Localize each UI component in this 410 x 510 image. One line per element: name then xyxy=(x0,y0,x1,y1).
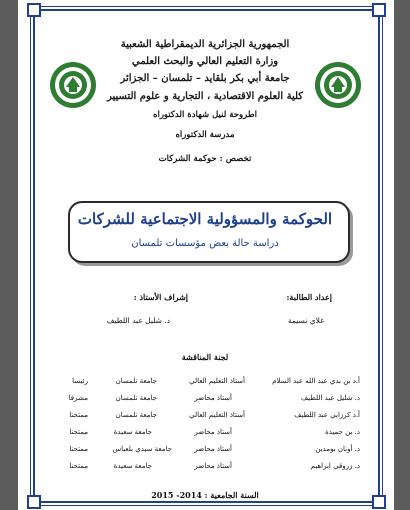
member-university: جامعة سيدي بلعباس xyxy=(112,445,172,453)
university-logo-right xyxy=(313,60,363,110)
member-name: د. زروقي ابراهيم xyxy=(310,462,360,470)
member-rank: أستاذ محاضر xyxy=(194,428,232,436)
corner-ornament xyxy=(27,495,41,509)
supervisor-label: إشراف الأستاذ : xyxy=(133,292,188,302)
member-role: رئيسا xyxy=(72,377,88,385)
member-role: ممتحنا xyxy=(69,445,88,453)
university-logo-left xyxy=(48,60,98,110)
member-rank: أستاذ محاضر xyxy=(194,445,232,453)
header-line-ministry: وزارة التعليم العالي والبحث العلمي xyxy=(131,56,279,67)
corner-ornament xyxy=(372,495,386,509)
student-label: إعداد الطالبة: xyxy=(286,292,332,302)
member-university: جامعة تلمسان xyxy=(115,394,157,402)
member-role: مشرفا xyxy=(68,394,88,402)
header-line-republic: الجمهورية الجزائرية الديمقراطية الشعبية xyxy=(120,39,290,50)
member-role: ممتحنا xyxy=(69,462,88,470)
member-role: ممتحنا xyxy=(69,428,88,436)
member-name: د. شليل عبد اللطيف xyxy=(300,394,360,402)
corner-ornament xyxy=(27,3,41,17)
thesis-title: الحوكمة والمسؤولية الاجتماعية للشركات xyxy=(77,210,333,228)
thesis-subtitle: دراسة حالة بعض مؤسسات تلمسان xyxy=(131,238,279,249)
supervisor-name: د. شليل عبد اللطيف xyxy=(106,316,170,325)
member-name: أ.د كرزابي عبد اللطيف xyxy=(294,411,360,419)
member-university: جامعة سعيدة xyxy=(113,462,152,470)
header-line-thesis: اطروحة لنيل شهادة الدكتوراه xyxy=(153,110,257,120)
member-name: د. أونان بومدين xyxy=(315,445,360,453)
member-rank: أستاذ التعليم العالي xyxy=(189,411,245,419)
header-line-faculty: كلية العلوم الاقتصادية ، التجارية و علوم التسيير xyxy=(106,91,304,102)
header-line-university: جامعة أبي بكر بلقايد – تلمسان – الجزائر xyxy=(120,73,290,84)
member-university: جامعة تلمسان xyxy=(115,377,157,385)
member-name: د. بن حميدة xyxy=(325,428,360,436)
corner-ornament xyxy=(372,3,386,17)
member-university: جامعة سعيدة xyxy=(113,428,152,436)
student-name: غلاي نسيمة xyxy=(287,316,324,325)
member-role: ممتحنا xyxy=(69,411,88,419)
committee-heading: لجنة المناقشة xyxy=(181,352,229,362)
member-rank: أستاذ التعليم العالي xyxy=(189,377,245,385)
header-line-doctoral-school: مدرسة الدكتوراه xyxy=(175,130,235,140)
member-university: جامعة تلمسان xyxy=(115,411,157,419)
member-rank: أستاذ محاضر xyxy=(194,462,232,470)
member-name: أ.د بن بدي عبد الله عبد السلام xyxy=(272,377,360,385)
header-line-specialty: تخصص : حوكمة الشركات xyxy=(158,154,252,164)
academic-year: السنة الجامعية : 2014- 2015 xyxy=(151,490,259,500)
member-rank: أستاذ محاضر xyxy=(194,394,232,402)
